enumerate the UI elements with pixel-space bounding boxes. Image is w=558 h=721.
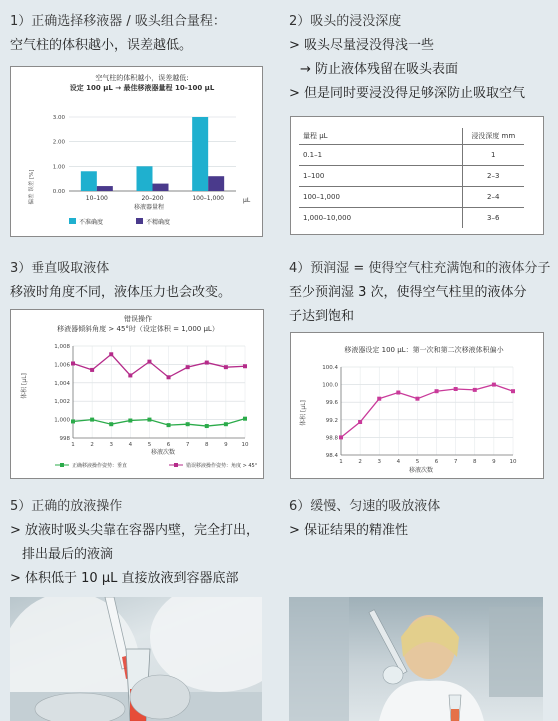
table-row — [299, 144, 524, 165]
dispensing-photo — [10, 597, 262, 721]
table-cell: 1–100 — [299, 165, 462, 186]
immersion-table-card — [290, 116, 544, 235]
data-point — [243, 364, 247, 368]
x-tick-label: 1 — [339, 459, 343, 465]
y-tick-label: 100.4 — [322, 365, 338, 371]
x-tick-label: 7 — [453, 459, 458, 465]
data-point — [109, 422, 113, 426]
data-point — [128, 373, 132, 377]
data-point — [415, 397, 419, 401]
x-tick-label: 1 — [71, 442, 75, 448]
data-point — [147, 360, 151, 364]
y-tick-label: 2.00 — [52, 139, 65, 146]
table-cell: 3–6 — [462, 207, 524, 228]
x-tick-label: 10–100 — [85, 195, 108, 202]
y-tick-label: 98.4 — [325, 453, 338, 459]
y-tick-label: 100.0 — [322, 382, 338, 389]
table-row — [299, 186, 524, 207]
data-point — [511, 389, 515, 393]
legend-inaccuracy: 不准确度 — [79, 219, 104, 226]
y-axis-label: 体积 [μL] — [300, 400, 307, 426]
bar — [208, 176, 224, 191]
legend-swatch-imprecision — [136, 218, 143, 224]
data-point — [90, 418, 94, 422]
data-point — [71, 361, 75, 365]
x-tick-label: 10 — [509, 459, 517, 465]
bar — [192, 117, 208, 191]
scientist-illustration — [289, 597, 543, 721]
data-point — [167, 375, 171, 379]
legend-swatch-inaccuracy — [69, 218, 76, 224]
table-header-depth: 浸没深度 mm — [462, 128, 524, 144]
scientist-photo — [289, 597, 543, 721]
table-cell: 1,000–10,000 — [299, 207, 462, 228]
data-point — [435, 389, 439, 393]
section-3-title: 3）垂直吸取液体 — [10, 261, 110, 276]
x-tick-label: 100–1,000 — [192, 195, 224, 202]
data-point — [358, 420, 362, 424]
bar — [153, 184, 169, 191]
x-axis-label: 移液次数 — [150, 449, 176, 456]
table-cell: 2–4 — [462, 186, 524, 207]
series-line — [341, 385, 513, 438]
chart-title: 移液器设定 100 μL：第一次和第二次移液体积偏小 — [344, 346, 504, 354]
data-point — [243, 417, 247, 421]
bar-chart-card — [10, 66, 263, 237]
section-4-text-2: 子达到饱和 — [289, 309, 355, 324]
table-cell: 0.1–1 — [299, 144, 462, 165]
series-line — [73, 354, 245, 377]
x-tick-label: 4 — [128, 442, 133, 448]
data-point — [224, 422, 228, 426]
y-tick-label: 1,008 — [54, 344, 70, 350]
x-tick-label: 2 — [90, 442, 94, 448]
prewet-line-chart — [291, 333, 545, 480]
y-tick-label: 1,000 — [54, 417, 70, 424]
section-5-text-2: 排出最后的液滴 — [22, 547, 114, 562]
data-point — [224, 365, 228, 369]
y-tick-label: 1,004 — [54, 380, 70, 387]
section-2-text-2: → 防止液体残留在吸头表面 — [300, 62, 459, 77]
y-tick-label: 998 — [59, 436, 70, 442]
y-tick-label: 1.00 — [52, 164, 65, 171]
bar — [137, 166, 153, 191]
x-axis-label: 移液次数 — [408, 467, 434, 474]
data-point — [377, 397, 381, 401]
prewet-line-chart-card — [290, 332, 544, 479]
y-tick-label: 99.2 — [325, 417, 338, 424]
section-4-text-1: 至少预润湿 3 次，使得空气柱里的液体分 — [289, 285, 527, 300]
chart-title-2: 设定 100 μL → 最佳移液器量程 10-100 μL — [69, 84, 215, 92]
y-tick-label: 99.6 — [325, 400, 338, 407]
data-point — [71, 419, 75, 423]
table-row — [299, 207, 524, 228]
section-4-title: 4）预润湿 = 使得空气柱充满饱和的液体分子 — [289, 261, 551, 276]
data-point — [186, 422, 190, 426]
data-point — [147, 418, 151, 422]
data-point — [205, 361, 209, 365]
y-axis-label: 体积 [μL] — [21, 373, 28, 399]
data-point — [454, 387, 458, 391]
bar-chart — [11, 67, 264, 238]
data-point — [473, 388, 477, 392]
data-point — [205, 424, 209, 428]
x-tick-label: 4 — [396, 459, 401, 465]
section-5-text-1: > 放液时吸头尖靠在容器内壁，完全打出， — [10, 523, 260, 538]
section-5-title: 5）正确的放液操作 — [10, 499, 123, 514]
x-tick-label: 9 — [492, 459, 496, 465]
x-tick-label: 3 — [109, 442, 113, 448]
section-6-text: > 保证结果的精准性 — [289, 523, 409, 538]
section-6-title: 6）缓慢、匀速的吸放液体 — [289, 499, 441, 514]
legend-correct: 正确移液操作姿势：垂直 — [72, 463, 128, 469]
y-tick-label: 1,002 — [54, 399, 70, 406]
chart-title-1: 空气柱的体积越小，误差越低: — [95, 74, 189, 82]
table-header-row — [299, 128, 524, 144]
x-tick-label: 8 — [473, 459, 477, 465]
data-point — [492, 383, 496, 387]
data-point — [128, 419, 132, 423]
data-point — [186, 365, 190, 369]
x-tick-label: 20–200 — [141, 195, 164, 202]
immersion-depth-table — [299, 128, 524, 228]
y-axis-label: 偏差 误差 [%] — [29, 169, 35, 205]
legend-imprecision: 不精确度 — [146, 219, 171, 226]
angle-line-chart-card — [10, 309, 264, 479]
y-tick-label: 3.00 — [52, 115, 65, 121]
chart-title-1: 错误操作 — [124, 315, 152, 323]
angle-line-chart — [11, 310, 265, 480]
x-tick-label: 5 — [147, 442, 152, 448]
x-axis-label: 移液器量程 — [133, 204, 165, 211]
bar — [81, 171, 97, 191]
x-tick-label: 2 — [358, 459, 362, 465]
data-point — [109, 352, 113, 356]
data-point — [90, 368, 94, 372]
section-1-text: 空气柱的体积越小，误差越低。 — [10, 38, 193, 53]
section-1-title: 1）正确选择移液器 / 吸头组合量程： — [10, 14, 226, 29]
table-cell: 2–3 — [462, 165, 524, 186]
table-cell: 100–1,000 — [299, 186, 462, 207]
chart-title-2: 移液器倾斜角度 > 45°时（设定体积 = 1,000 μL） — [57, 325, 219, 333]
table-header-volume: 量程 μL — [303, 131, 328, 140]
y-tick-label: 98.8 — [325, 435, 338, 442]
legend-marker-correct — [60, 463, 64, 467]
x-tick-label: 6 — [434, 459, 439, 465]
section-2-title: 2）吸头的浸没深度 — [289, 14, 402, 29]
section-3-text: 移液时角度不同，液体压力也会改变。 — [10, 285, 232, 300]
x-tick-label: 3 — [377, 459, 381, 465]
legend-wrong: 错误移液操作姿势：角度 > 45° — [186, 463, 258, 469]
x-tick-label: 6 — [166, 442, 171, 448]
x-tick-label: 8 — [205, 442, 209, 448]
section-5-text-3: > 体积低于 10 μL 直接放液到容器底部 — [10, 571, 239, 586]
bar — [97, 186, 113, 191]
dispensing-illustration — [10, 597, 262, 721]
lab-coat-icon — [379, 681, 484, 721]
table-cell: 1 — [462, 144, 524, 165]
x-axis-unit: μL — [243, 197, 251, 204]
y-tick-label: 1,006 — [54, 362, 70, 369]
x-tick-label: 7 — [185, 442, 190, 448]
section-2-text-1: > 吸头尽量浸没得浅一些 — [289, 38, 435, 53]
x-tick-label: 10 — [241, 442, 249, 448]
section-2-text-3: > 但是同时要浸没得足够深防止吸取空气 — [289, 86, 526, 101]
x-tick-label: 9 — [224, 442, 228, 448]
data-point — [167, 423, 171, 427]
x-tick-label: 5 — [415, 459, 420, 465]
table-row — [299, 165, 524, 186]
y-tick-label: 0.00 — [52, 189, 65, 195]
data-point — [339, 435, 343, 439]
data-point — [396, 391, 400, 395]
legend-marker-wrong — [174, 463, 178, 467]
pipette-icon — [369, 610, 407, 675]
